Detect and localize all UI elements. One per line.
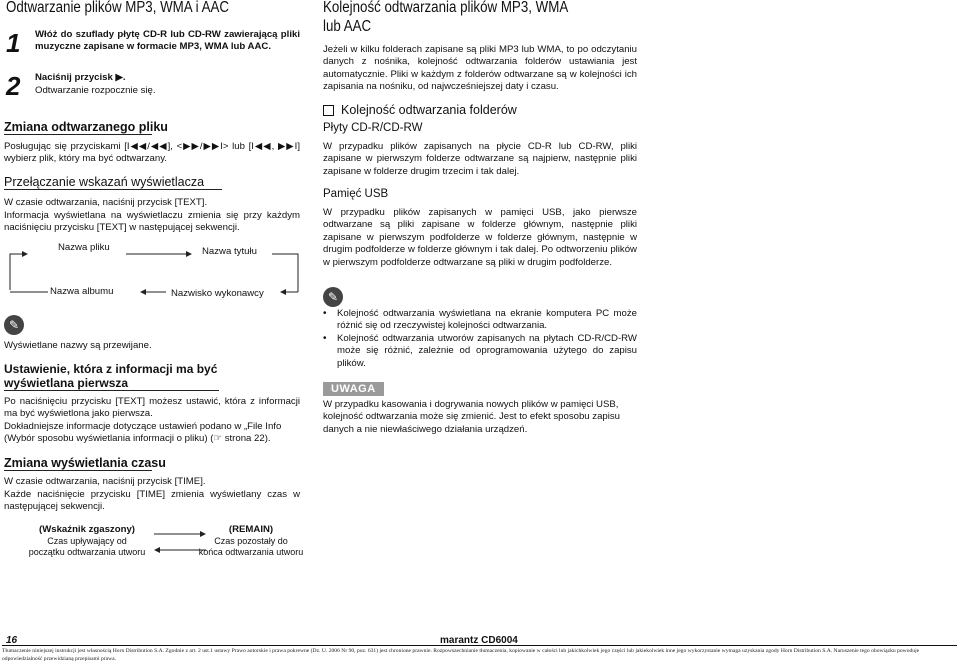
uwaga-badge: UWAGA bbox=[323, 382, 384, 396]
remain-desc-2: końca odtwarzania utworu bbox=[198, 547, 304, 557]
priority-text-2: Dokładniejsze informacje dotyczące ustawień podano w „File Info (Wybór sposobu wyświetlania informacji o pliku) (☞ strona 22). bbox=[4, 421, 282, 445]
diagram-file-name: Nazwa pliku bbox=[58, 242, 110, 253]
diagram-line bbox=[10, 254, 22, 290]
page-number: 16 bbox=[6, 635, 18, 646]
time-text-1: W czasie odtwarzania, naciśnij przycisk [TIME]. bbox=[4, 476, 206, 487]
section-title-priority bbox=[4, 362, 219, 391]
pencil-note-icon: ✎ bbox=[323, 287, 343, 307]
diagram-album-name: Nazwa albumu bbox=[50, 286, 114, 297]
remain-indicator-title: (REMAIN) bbox=[228, 524, 274, 535]
list-item: • Kolejność odtwarzania wyświetlana na ekranie komputera PC może różnić się od rzeczywistej kolejności odtwarzania. bbox=[323, 308, 637, 333]
remain-desc-1: Czas pozostały do bbox=[214, 536, 288, 546]
arrow-right-icon bbox=[22, 251, 28, 257]
arrow-right-icon bbox=[186, 251, 192, 257]
section-title-display: Przełączanie wskazań wyświetlacza bbox=[4, 175, 222, 190]
usb-text: W przypadku plików zapisanych w pamięci USB, jako pierwsze odtwarzane są pliki zapisane w folderze głównym, następnie pliki zapisane w pierwszym podfolderze w folderze głównym, następnie w drugim podfolderze w folderze głównym i tak dalej. Po odtworzeniu plików w pierwszym podfolderze odtwarzane są pliki w drugim podfolderze. bbox=[323, 207, 637, 268]
list-item: • Kolejność odtwarzania utworów zapisanych na płytach CD-R/CD-RW może się różnić, zależnie od oprogramowania użytego do zapisu plików. bbox=[323, 333, 637, 370]
priority-title-line2: wyświetlana pierwsza bbox=[4, 376, 129, 390]
page-title-right-line2: lub AAC bbox=[323, 18, 372, 35]
step-text: Naciśnij przycisk ▶. bbox=[35, 72, 126, 83]
pencil-note-icon: ✎ bbox=[4, 315, 24, 335]
elapsed-desc-2: początku odtwarzania utworu bbox=[28, 547, 146, 557]
time-text-2: Każde naciśnięcie przycisku [TIME] zmienia wyświetlany czas w następującej sekwencji. bbox=[4, 489, 300, 513]
page-title-left: Odtwarzanie plików MP3, WMA i AAC bbox=[6, 0, 229, 16]
elapsed-desc-1: Czas upływający od bbox=[47, 536, 127, 546]
arrow-left-icon bbox=[140, 289, 146, 295]
arrow-left-icon bbox=[280, 289, 286, 295]
folder-order-title: Kolejność odtwarzania folderów bbox=[341, 103, 517, 117]
usb-title: Pamięć USB bbox=[323, 188, 389, 200]
elapsed-indicator-title: (Wskaźnik zgaszony) bbox=[39, 524, 135, 535]
folder-order-heading bbox=[323, 103, 517, 117]
notes-list bbox=[323, 308, 637, 370]
change-file-text: Posługując się przyciskami [I◀◀/◀◀], <▶▶/▶▶I> lub [I◀◀, ▶▶I] wybierz plik, który ma być odtwarzany. bbox=[4, 141, 300, 165]
checkbox-square-icon bbox=[323, 105, 334, 116]
display-text-2: Informacja wyświetlana na wyświetlaczu zmienia się przy każdym naciśnięciu przycisku [TEXT] w następującej sekwencji. bbox=[4, 210, 300, 234]
priority-text-1: Po naciśnięciu przycisku [TEXT] możesz ustawić, która z informacji ma być wyświetlona jako pierwsza. bbox=[4, 396, 300, 420]
diagram-track-title: Nazwa tytułu bbox=[202, 246, 257, 257]
cd-text: W przypadku plików zapisanych na płycie CD-R lub CD-RW, pliki zapisane w pierwszym folderze odtwarzane są najpierw, następnie pliki zapisane w folderze drugim trzecim i tak dalej. bbox=[323, 141, 637, 177]
step-subtext: Odtwarzanie rozpocznie się. bbox=[35, 85, 156, 96]
diagram-artist-name: Nazwisko wykonawcy bbox=[171, 288, 264, 299]
uwaga-text: W przypadku kasowania i dogrywania nowych plików w pamięci USB, kolejność odtwarzania może się zmienić. Jest to efekt sposobu zapisu danych a nie niewłaściwego działania urządzeń. bbox=[323, 399, 621, 435]
diagram-line bbox=[272, 254, 298, 292]
section-title-change-file: Zmiana odtwarzanego pliku bbox=[4, 120, 168, 134]
arrow-left-icon bbox=[154, 547, 160, 553]
display-note: Wyświetlane nazwy są przewijane. bbox=[4, 340, 152, 351]
step-text: Włóż do szuflady płytę CD-R lub CD-RW zawierającą pliki muzyczne zapisane w formacie MP3, WMA lub AAC. bbox=[35, 29, 300, 53]
step-number: 2 bbox=[6, 71, 21, 101]
page-title-right-line1: Kolejność odtwarzania plików MP3, WMA bbox=[323, 0, 569, 16]
step-number: 1 bbox=[6, 28, 21, 58]
section-title-time: Zmiana wyświetlania czasu bbox=[4, 456, 166, 470]
priority-title-line1: Ustawienie, która z informacji ma być bbox=[4, 362, 218, 376]
model-name: marantz CD6004 bbox=[440, 635, 518, 646]
cd-title: Płyty CD-R/CD-RW bbox=[323, 122, 423, 134]
footer-legal-text: Tłumaczenie niniejszej instrukcji jest własnością Horn Distribution S.A. Zgodnie z art. 2 ust.1 ustawy Prawo autorskie i prawa pokrewne (Dz. U. 2006 Nr 90, poz. 631) jest chronione prawnie. Rozpowszechnianie tłumaczenia, kopiowanie w całości lub jakichkolwiek jego części lub jakiekolwiek inne jego wykorzystanie wymaga uzyskania zgody Horn Distribution S.A. Naruszenie tego obowiązku powoduje odpowiedzialność przewidzianą przepisami prawa. bbox=[2, 648, 920, 662]
display-text-1: W czasie odtwarzania, naciśnij przycisk [TEXT]. bbox=[4, 197, 208, 208]
order-intro-text: Jeżeli w kilku folderach zapisane są pliki MP3 lub WMA, to po odczytaniu danych z nośnika, kolejność odtwarzania folderów ustawiania jest automatycznie. Pliki w każdym z folderów odtwarzane są w kolejności ich zapisania na nośniku, od najwcześniejszej daty i czasu. bbox=[323, 44, 637, 93]
